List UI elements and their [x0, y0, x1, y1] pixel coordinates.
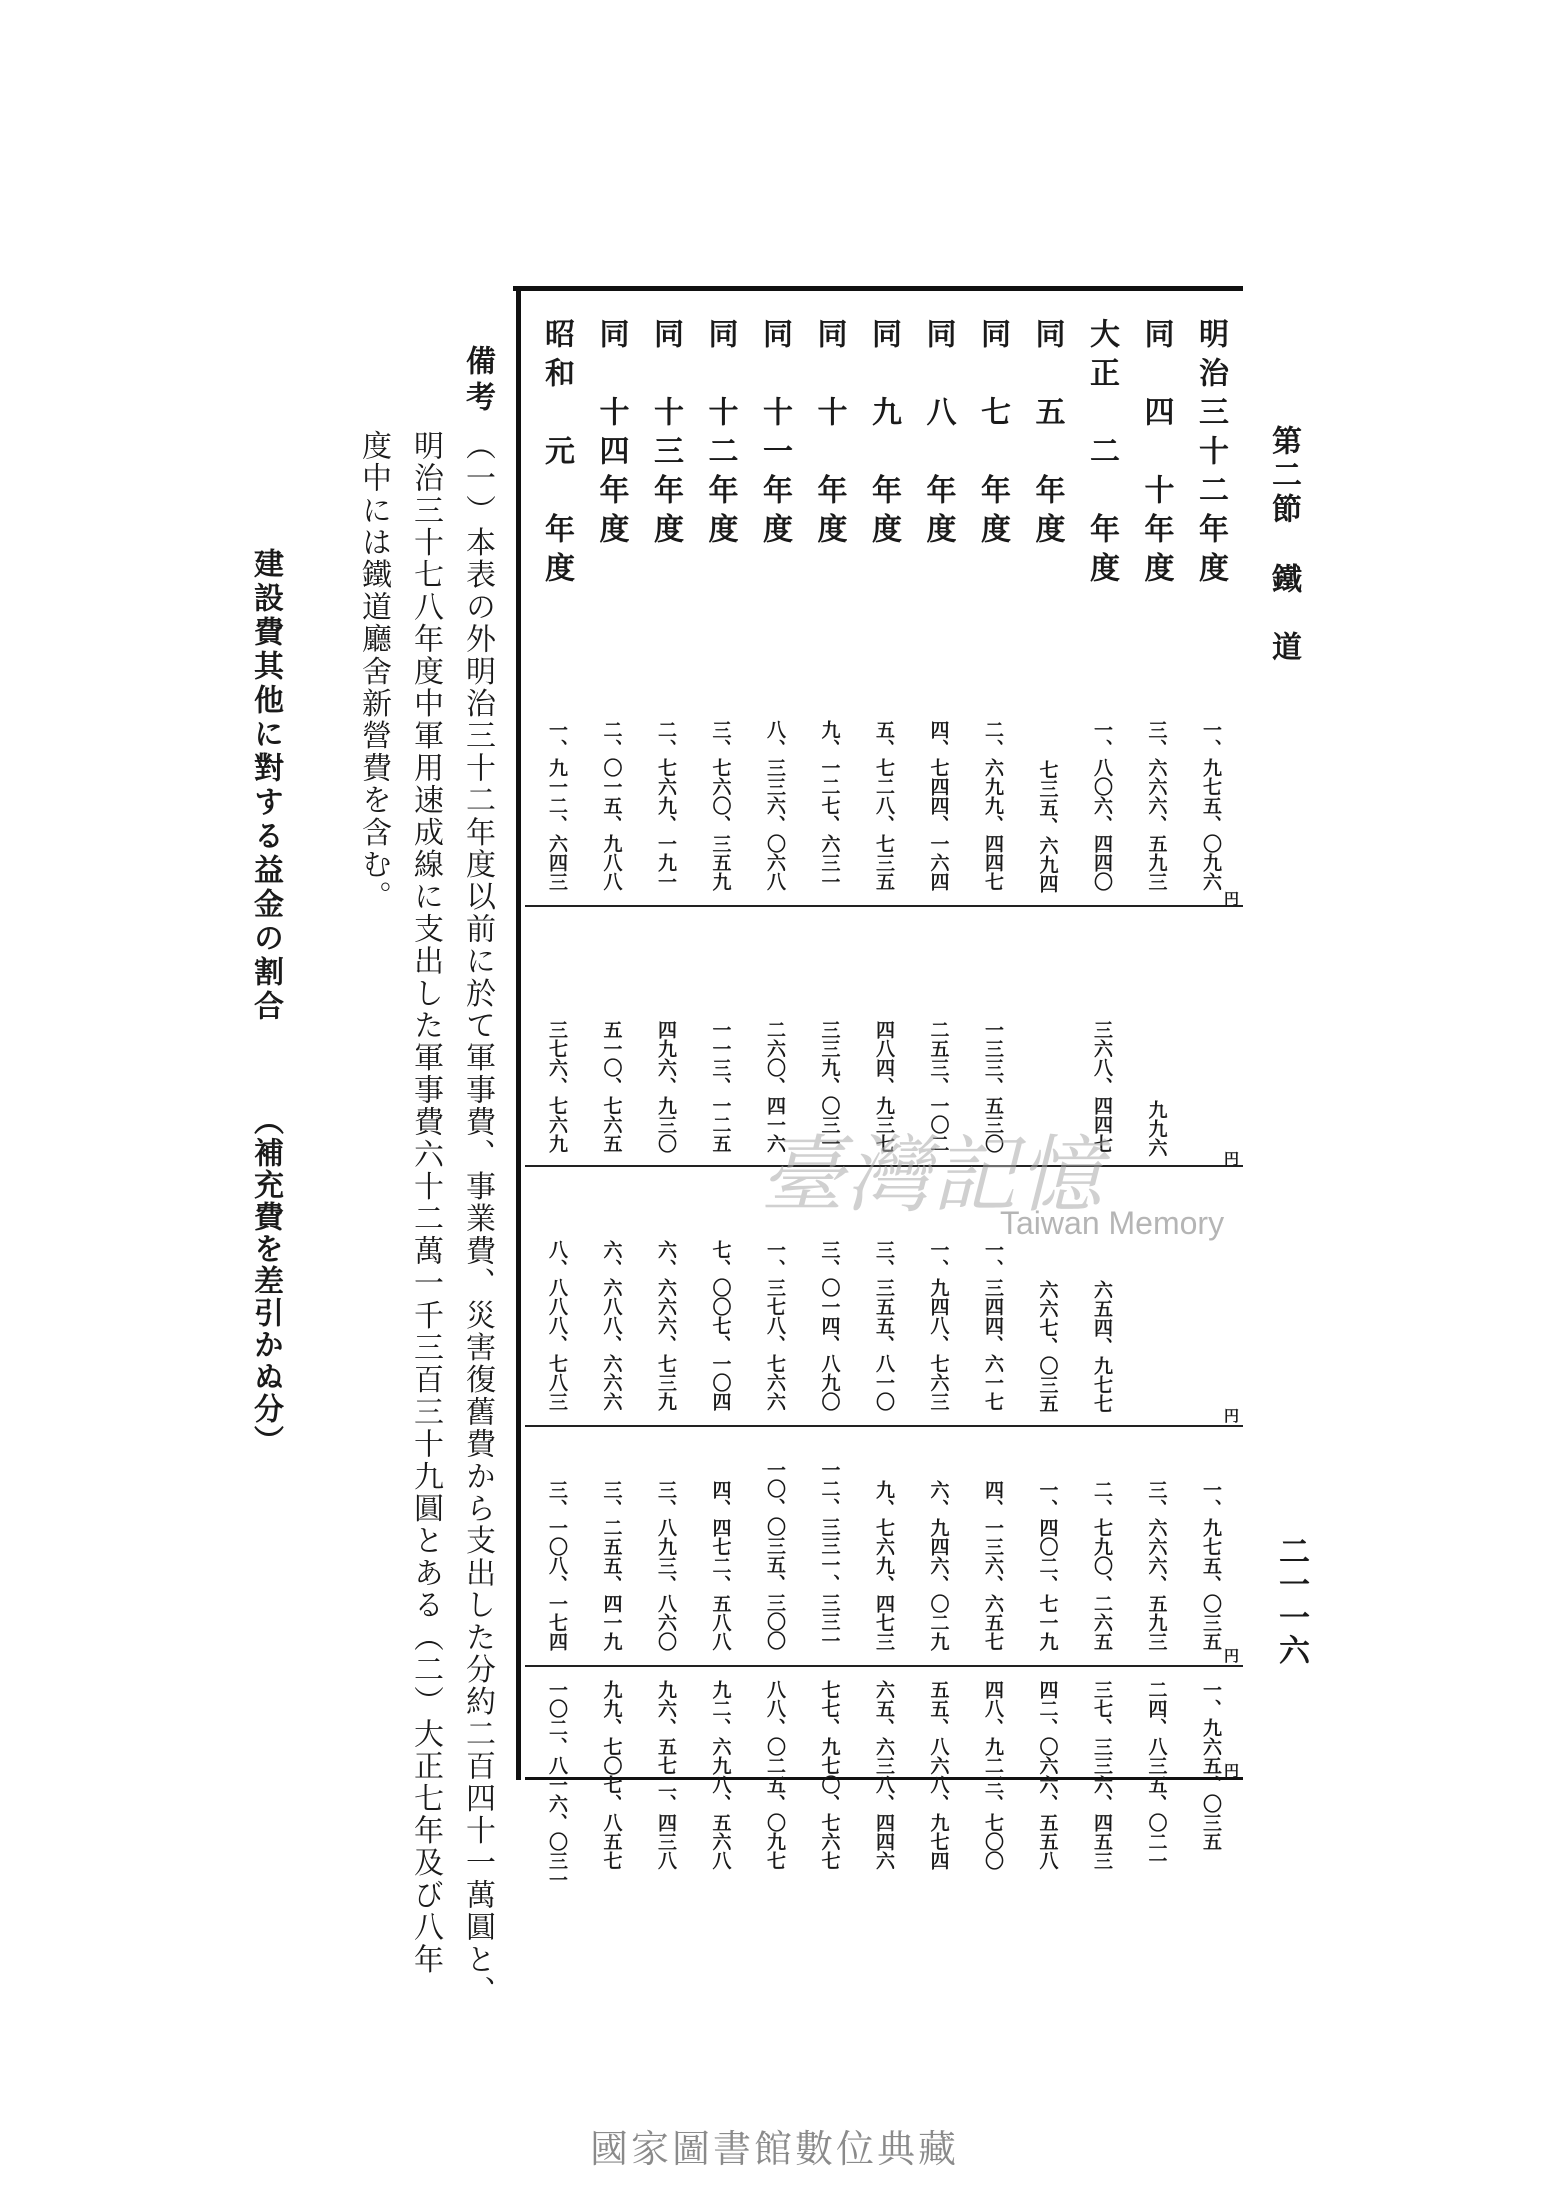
table-cell: 三、〇一四、八九〇 [818, 1240, 841, 1411]
table-cell: 一、四〇二、七一九 [1036, 1480, 1059, 1651]
table-cell: 一、九六五、〇三五 [1200, 1680, 1222, 1851]
table-cell: 三、六六六、五九三 [1145, 1480, 1168, 1651]
table-cell: 四、四七二、五八八 [709, 1480, 732, 1651]
row-year-label: 同 十 年度 [811, 318, 847, 552]
table-cell: 四八、九二三、七〇〇 [982, 1680, 1004, 1870]
column-separator [525, 1665, 1243, 1667]
table-cell: 一三三、五三〇 [982, 1020, 1004, 1153]
row-year-label: 同 十三年度 [648, 318, 683, 552]
section-header [1266, 425, 1301, 665]
table-cell: 三六八、四四七 [1091, 1020, 1113, 1153]
table-cell: 九、七六九、四七三 [873, 1480, 895, 1651]
table-cell: 二、七九〇、二六五 [1091, 1480, 1113, 1651]
table-cell: 一、三四四、六一七 [982, 1240, 1004, 1411]
watermark-caption: Taiwan Memory [1000, 1205, 1225, 1241]
section-title: 第二節 [1266, 425, 1301, 527]
table-cell: 三、八九三、八六〇 [655, 1480, 677, 1651]
table-cell: 八八、〇二五、〇九七 [764, 1680, 786, 1870]
table-cell: 三、七六〇、三五九 [709, 720, 732, 891]
table-cell: 九九、七〇七、八五七 [600, 1680, 623, 1870]
row-year-label: 同 八 年度 [920, 318, 956, 552]
table-cell: 一、九七五、〇九六 [1200, 720, 1222, 891]
table-cell: 七七、九七〇、七六七 [818, 1680, 841, 1870]
table-cell: 一、三七八、七六六 [764, 1240, 786, 1411]
table-cell: 二四、八三五、〇二一 [1145, 1680, 1168, 1870]
table-cell: 九、一二七、六三一 [818, 720, 841, 891]
table-cell: 三、六六六、五九三 [1145, 720, 1168, 891]
yen-mark: 円 [1224, 890, 1240, 908]
table-right-rule [516, 286, 521, 1780]
notes-label: 備考 [460, 345, 495, 417]
table-cell: 五一〇、七六五 [600, 1020, 623, 1153]
table-cell: 一、八〇六、四四〇 [1091, 720, 1113, 891]
table-cell: 六、六六六、七三九 [655, 1240, 677, 1411]
table-cell: 六五、六三八、四四六 [873, 1680, 895, 1870]
yen-mark: 円 [1224, 1150, 1240, 1168]
table-cell: 四、一三六、六五七 [982, 1480, 1004, 1651]
table-cell: 一二、三三一、三三一 [818, 1460, 841, 1650]
table-cell: 五五、八六八、九七四 [927, 1680, 950, 1870]
table-cell: 一、九四八、七六三 [927, 1240, 950, 1411]
table-cell: 三七六、七六九 [546, 1020, 568, 1153]
column-separator [525, 1425, 1243, 1427]
table-cell: 五、七二八、七三五 [873, 720, 895, 891]
table-cell: 九六、五七二、四三八 [655, 1680, 677, 1870]
row-year-label: 同 七 年度 [975, 318, 1010, 552]
yen-mark: 円 [1224, 1407, 1240, 1425]
table-cell: 三、一〇八、一七四 [546, 1480, 568, 1651]
table-cell: 一、九一二、六四三 [546, 720, 568, 891]
row-year-label: 昭和 元 年度 [539, 318, 574, 591]
table-cell: 一〇、〇三五、三〇〇 [764, 1460, 786, 1650]
table-cell: 二、六九九、四四七 [982, 720, 1004, 891]
library-footer: 國家圖書館數位典藏 [590, 2127, 960, 2171]
table-cell: 三七、三三六、四五三 [1091, 1680, 1113, 1870]
note-line-2: 明治三十七八年度中軍用速成線に支出した軍事費六十二萬一千三百三十九圓とある（二）大正七年及び八年 [408, 430, 443, 1976]
row-year-label: 同 十二年度 [702, 318, 738, 552]
table-cell: 七、〇〇七、一〇四 [709, 1240, 732, 1411]
table-cell: 二、〇一五、九八八 [600, 720, 623, 891]
table-cell: 一〇二、八一六、〇三一 [546, 1680, 568, 1889]
table-cell: 三、三五五、八一〇 [873, 1240, 895, 1411]
note-line-3: 度中には鐵道廳舍新營費を含む。 [356, 430, 391, 913]
row-year-label: 同 五 年度 [1029, 318, 1065, 552]
row-year-label: 大正 二 年度 [1084, 318, 1119, 591]
table-cell: 六、六八八、六六六 [600, 1240, 623, 1411]
watermark-logo: 臺灣記憶 [760, 1126, 1105, 1224]
table-cell: 七三五、六九四 [1036, 760, 1059, 893]
table-cell: 九二、六九八、五六八 [709, 1680, 732, 1870]
table-cell: 八、三三六、〇六八 [764, 720, 786, 891]
table-cell: 四二、〇六六、五五八 [1036, 1680, 1059, 1870]
table-cell: 六五四、九七七 [1091, 1280, 1113, 1413]
table-cell: 八、八八八、七八三 [546, 1240, 568, 1411]
note-line-1: （一）本表の外明治三十二年度以前に於て軍事費、事業費、災害復舊費から支出した分約二百四十一萬圓と、 [460, 430, 495, 2008]
next-table-title: 建設費其他に對する益金の割合 [248, 548, 283, 1024]
table-top-rule [513, 286, 1243, 291]
table-cell: 一、九七五、〇三五 [1200, 1480, 1222, 1651]
table-cell: 三、二五五、四一九 [600, 1480, 623, 1651]
row-year-label: 同 四 十年度 [1138, 318, 1174, 591]
row-year-label: 同 十四年度 [593, 318, 629, 552]
table-cell: 四九六、九三〇 [655, 1020, 677, 1153]
yen-mark: 円 [1224, 1647, 1240, 1665]
table-cell: 六六七、〇三五 [1036, 1280, 1059, 1413]
table-cell: 四八四、九三七 [873, 1020, 895, 1153]
table-cell: 九九六 [1145, 1100, 1168, 1157]
section-subject: 鐵 道 [1266, 563, 1301, 665]
table-cell: 一一三、一二五 [709, 1020, 732, 1153]
row-year-label: 同 九 年度 [866, 318, 901, 552]
table-cell: 二五三、一〇二 [927, 1020, 950, 1153]
row-year-label: 同 十一年度 [757, 318, 792, 552]
page-number: 二一一六 [1273, 1535, 1309, 1667]
yen-mark: 円 [1224, 1762, 1240, 1780]
column-separator [525, 905, 1243, 907]
table-cell: 三三九、〇三一 [818, 1020, 841, 1153]
table-cell: 二六〇、四一六 [764, 1020, 786, 1153]
table-cell: 六、九四六、〇二九 [927, 1480, 950, 1651]
table-cell: 四、七四四、一六四 [927, 720, 950, 891]
row-year-label: 明治三十二年度 [1193, 318, 1228, 591]
table-cell: 二、七六九、一九一 [655, 720, 677, 891]
next-table-subtitle: （補充費を差引かぬ分） [248, 1105, 283, 1457]
